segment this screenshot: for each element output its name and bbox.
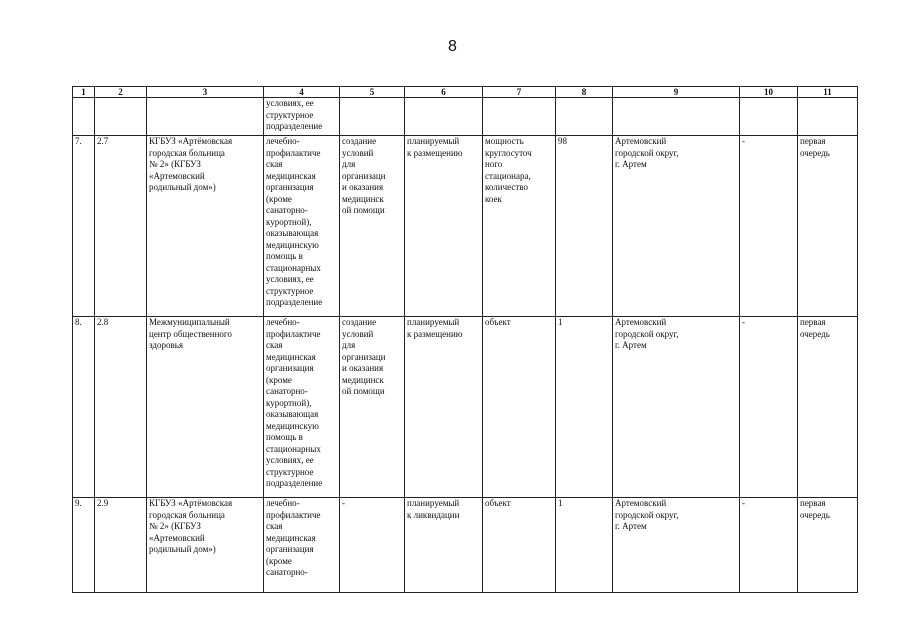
table-cell: 9. <box>73 498 95 593</box>
column-header: 3 <box>147 87 264 98</box>
table-cell: лечебно- профилактиче ская медицинская организация (кроме санаторно- курортной), оказывающая медицинскую помощь в стационарных условиях, ее структурное подразделение <box>264 136 340 317</box>
table-cell: лечебно- профилактиче ская медицинская организация (кроме санаторно- курортной), оказывающая медицинскую помощь в стационарных условиях, ее структурное подразделение <box>264 317 340 498</box>
table-cell: 2.9 <box>95 498 147 593</box>
table-row <box>73 498 858 593</box>
table-cell: КГБУЗ «Артёмовская городская больница № 2» (КГБУЗ «Артемовский родильный дом») <box>147 136 264 317</box>
table-cell: - <box>340 498 405 593</box>
table-cell: 1 <box>556 498 613 593</box>
table-cell: - <box>740 498 798 593</box>
table-cell <box>798 98 858 136</box>
table-cell: лечебно- профилактиче ская медицинская организация (кроме санаторно- <box>264 498 340 593</box>
table-cell: Артемовский городской округ, г. Артем <box>613 136 740 317</box>
column-header: 11 <box>798 87 858 98</box>
page-number: 8 <box>448 38 457 55</box>
column-header: 1 <box>73 87 95 98</box>
column-header: 8 <box>556 87 613 98</box>
table-cell <box>405 98 483 136</box>
table-cell: 7. <box>73 136 95 317</box>
table-row <box>73 317 858 498</box>
planning-table <box>72 86 858 593</box>
table-cell <box>556 98 613 136</box>
table-cell: 2.8 <box>95 317 147 498</box>
table-cell: Артемовский городской округ, г. Артем <box>613 498 740 593</box>
table-cell <box>147 98 264 136</box>
table-cell: 2.7 <box>95 136 147 317</box>
table-cell: первая очередь <box>798 136 858 317</box>
table-cell <box>740 98 798 136</box>
table-cell: объект <box>483 498 556 593</box>
table-cell: планируемый к ликвидации <box>405 498 483 593</box>
table-cell <box>613 98 740 136</box>
table-cell: создание условий для организаци и оказания медицинск ой помощи <box>340 136 405 317</box>
table-cell: объект <box>483 317 556 498</box>
table-cell: мощность круглосуточ ного стационара, количество коек <box>483 136 556 317</box>
table-cell: КГБУЗ «Артёмовская городская больница № 2» (КГБУЗ «Артемовский родильный дом») <box>147 498 264 593</box>
column-header: 4 <box>264 87 340 98</box>
table-cell <box>73 98 95 136</box>
table-cell: планируемый к размещению <box>405 136 483 317</box>
table-cell: - <box>740 317 798 498</box>
table-cell: 98 <box>556 136 613 317</box>
table-cell: - <box>740 136 798 317</box>
column-header: 5 <box>340 87 405 98</box>
column-header: 2 <box>95 87 147 98</box>
column-header: 7 <box>483 87 556 98</box>
table-row <box>73 98 858 136</box>
table-cell: условиях, ее структурное подразделение <box>264 98 340 136</box>
header-row <box>73 87 858 98</box>
table-cell <box>483 98 556 136</box>
table-cell: 1 <box>556 317 613 498</box>
table-row <box>73 136 858 317</box>
table-cell <box>95 98 147 136</box>
table-cell: 8. <box>73 317 95 498</box>
table-cell: Межмуниципальный центр общественного здоровья <box>147 317 264 498</box>
column-header: 9 <box>613 87 740 98</box>
table-cell <box>340 98 405 136</box>
column-header: 6 <box>405 87 483 98</box>
table-cell: первая очередь <box>798 498 858 593</box>
column-header: 10 <box>740 87 798 98</box>
table-cell: планируемый к размещению <box>405 317 483 498</box>
table-cell: первая очередь <box>798 317 858 498</box>
table-cell: Артемовский городской округ, г. Артем <box>613 317 740 498</box>
table-cell: создание условий для организаци и оказания медицинск ой помощи <box>340 317 405 498</box>
